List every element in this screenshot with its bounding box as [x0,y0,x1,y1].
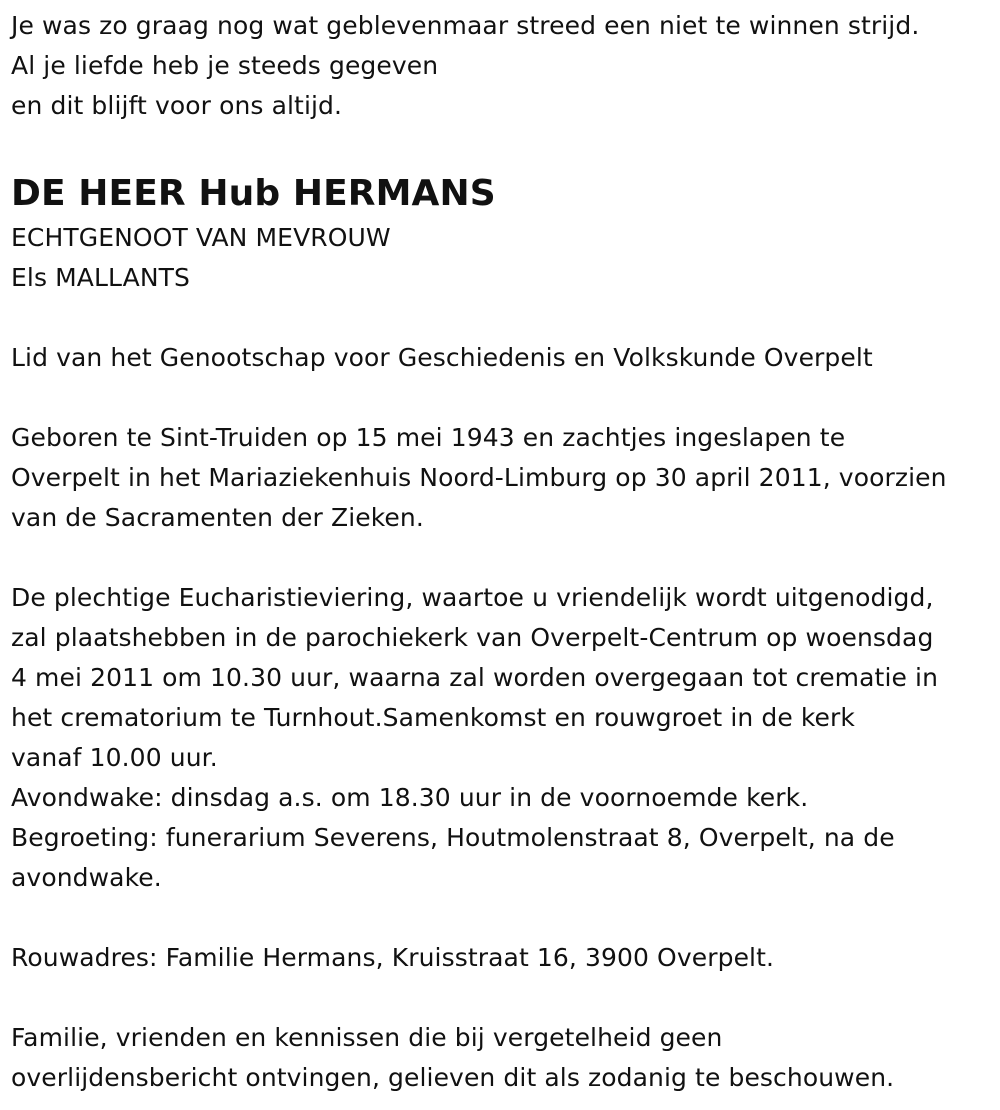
birth-death-line: Overpelt in het Mariaziekenhuis Noord-Limburg op 30 april 2011, voorzien [11,463,947,492]
spacer [11,378,1000,418]
birth-death-block [11,418,1000,538]
ceremony-line: zal plaatshebben in de parochiekerk van Overpelt-Centrum op woensdag [11,623,934,652]
spacer [11,126,1000,170]
poem-line: Al je liefde heb je steeds gegeven [11,51,439,80]
obituary-notice [11,6,1000,1098]
birth-death-line: van de Sacramenten der Zieken. [11,503,424,532]
spacer [11,538,1000,578]
poem-line: en dit blijft voor ons altijd. [11,91,343,120]
ceremony-line: 4 mei 2011 om 10.30 uur, waarna zal worden overgegaan tot crematie in [11,663,939,692]
birth-death-line: Geboren te Sint-Truiden op 15 mei 1943 en zachtjes ingeslapen te [11,423,846,452]
spouse-intro: ECHTGENOOT VAN MEVROUW [11,223,391,252]
poem-line: Je was zo graag nog wat geblevenmaar streed een niet te winnen strijd. [11,11,920,40]
ceremony-line: Avondwake: dinsdag a.s. om 18.30 uur in de voornoemde kerk. [11,783,809,812]
deceased-name: DE HEER Hub HERMANS [11,173,496,214]
ceremony-line: vanaf 10.00 uur. [11,743,218,772]
spouse-name: Els MALLANTS [11,263,190,292]
closing-line: overlijdensbericht ontvingen, gelieven dit als zodanig te beschouwen. [11,1063,895,1092]
spacer [11,898,1000,938]
ceremony-line: avondwake. [11,863,162,892]
closing-line: Familie, vrienden en kennissen die bij vergetelheid geen [11,1023,723,1052]
ceremony-block [11,578,1000,898]
membership-line: Lid van het Genootschap voor Geschiedenis en Volkskunde Overpelt [11,343,873,372]
spacer [11,298,1000,338]
ceremony-line: het crematorium te Turnhout.Samenkomst en rouwgroet in de kerk [11,703,855,732]
ceremony-line: De plechtige Eucharistieviering, waartoe u vriendelijk wordt uitgenodigd, [11,583,934,612]
deceased-block [11,170,1000,298]
poem-block [11,6,1000,126]
ceremony-line: Begroeting: funerarium Severens, Houtmolenstraat 8, Overpelt, na de [11,823,895,852]
mourning-address: Rouwadres: Familie Hermans, Kruisstraat 16, 3900 Overpelt. [11,943,775,972]
closing-block [11,1018,1000,1098]
spacer [11,978,1000,1018]
